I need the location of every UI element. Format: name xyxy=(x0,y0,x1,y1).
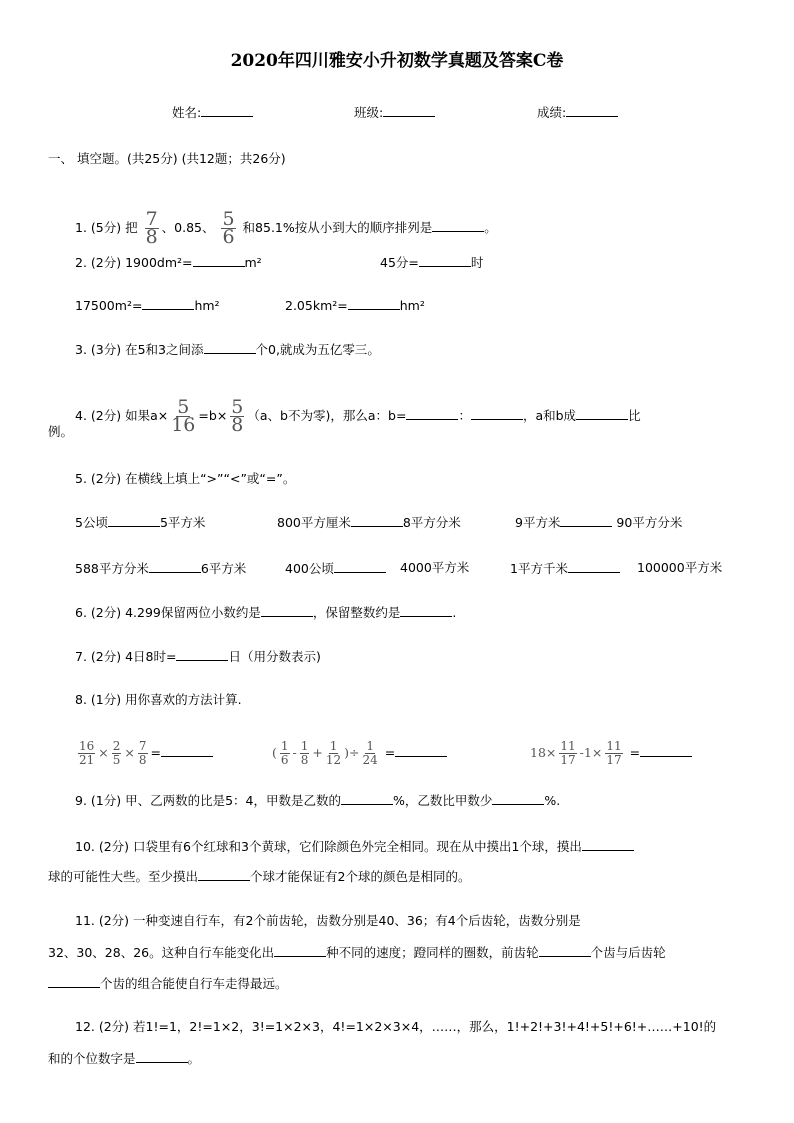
text: 个齿与后齿轮 xyxy=(590,945,666,960)
text: 9平方米 xyxy=(515,515,561,530)
text-line xyxy=(510,560,620,577)
text-line xyxy=(515,514,682,531)
text: 11. (2分) 一种变速自行车，有2个前齿轮，齿数分别是40、36；有4个后齿轮，齿数分别是 xyxy=(75,913,581,928)
answer-blank[interactable] xyxy=(568,560,620,573)
answer-blank[interactable] xyxy=(149,560,201,573)
text-line xyxy=(285,297,425,314)
text: 、0.85、 xyxy=(161,220,219,235)
answer-blank[interactable] xyxy=(274,944,326,957)
text-line xyxy=(48,975,288,992)
text-line xyxy=(354,104,435,121)
text: hm² xyxy=(399,298,425,313)
answer-blank[interactable] xyxy=(341,792,393,805)
denominator: 5 xyxy=(112,753,121,767)
answer-blank[interactable] xyxy=(383,104,435,117)
answer-blank[interactable] xyxy=(351,514,403,527)
text-line xyxy=(380,254,483,271)
text: 球的可能性大些。至少摸出 xyxy=(48,869,199,884)
numerator: 16 xyxy=(79,739,95,753)
answer-blank[interactable] xyxy=(108,514,160,527)
text: 45分= xyxy=(380,255,419,270)
text-line xyxy=(537,104,618,121)
answer-blank[interactable] xyxy=(492,792,544,805)
answer-blank[interactable] xyxy=(161,744,213,757)
text-line xyxy=(75,792,560,809)
text: 例。 xyxy=(48,424,74,439)
text: =b× xyxy=(198,408,228,423)
math-operator: -1× xyxy=(579,745,603,760)
answer-blank[interactable] xyxy=(136,1050,188,1063)
numerator: 11 xyxy=(560,739,576,753)
text: （a、b不为零)，那么a：b= xyxy=(247,408,407,423)
numerator: 5 xyxy=(177,396,190,418)
text: 6. (2分) 4.299保留两位小数约是 xyxy=(75,605,261,620)
answer-blank[interactable] xyxy=(193,254,245,267)
text-line xyxy=(48,1050,200,1067)
text-line xyxy=(75,648,321,665)
text: %. xyxy=(544,793,561,808)
fraction xyxy=(605,740,622,767)
text: 和85.1%按从小到大的顺序排列是 xyxy=(238,220,433,235)
answer-blank[interactable] xyxy=(334,560,386,573)
answer-blank[interactable] xyxy=(48,975,100,988)
text-line xyxy=(272,740,447,767)
numerator: 7 xyxy=(138,739,147,753)
fraction xyxy=(171,396,196,436)
text-line xyxy=(75,297,220,314)
text: 6平方米 xyxy=(200,561,247,576)
text: 17500m²= xyxy=(75,298,143,313)
fraction xyxy=(559,740,576,767)
fraction xyxy=(230,396,244,436)
text: 10. (2分) 口袋里有6个红球和3个黄球，它们除颜色外完全相同。现在从中摸出1个球，摸出 xyxy=(75,839,582,854)
text-line xyxy=(400,560,469,576)
numerator: 7 xyxy=(145,208,158,230)
text: 个0,就成为五亿零三。 xyxy=(255,342,380,357)
text: 5公顷 xyxy=(75,515,108,530)
text: 4000平方米 xyxy=(400,560,470,575)
text-line xyxy=(637,560,722,576)
text: 32、30、28、26。这种自行车能变化出 xyxy=(48,945,275,960)
text: . xyxy=(452,605,457,620)
text: 2. (2分) 1900dm²= xyxy=(75,255,193,270)
math-operator: + xyxy=(312,745,323,760)
denominator: 6 xyxy=(222,226,235,248)
answer-blank[interactable] xyxy=(640,744,692,757)
math-operator: × xyxy=(124,745,135,760)
text-line xyxy=(75,1019,716,1035)
text-line xyxy=(75,838,634,855)
text: 12. (2分) 若1!=1，2!=1×2，3!=1×2×3，4!=1×2×3×4，……，那么，1!+2!+3!+4!+5!+6!+……+10!的 xyxy=(75,1019,717,1034)
answer-blank[interactable] xyxy=(560,514,612,527)
denominator: 21 xyxy=(79,753,95,767)
numerator: 1 xyxy=(280,739,289,753)
text: ： xyxy=(458,408,471,423)
numerator: 11 xyxy=(606,739,622,753)
answer-blank[interactable] xyxy=(576,407,628,420)
text: m² xyxy=(244,255,262,270)
fraction xyxy=(145,208,159,248)
answer-blank[interactable] xyxy=(406,407,458,420)
denominator: 24 xyxy=(362,753,378,767)
text-line xyxy=(530,740,692,767)
fraction xyxy=(221,208,235,248)
text-line xyxy=(75,740,213,767)
text: 姓名: xyxy=(172,105,202,120)
text: 588平方分米 xyxy=(75,561,149,576)
text: 个球才能保证有2个球的颜色是相同的。 xyxy=(250,869,471,884)
text-line xyxy=(75,471,295,487)
answer-blank[interactable] xyxy=(539,944,591,957)
text: 和的个位数字是 xyxy=(48,1051,136,1066)
answer-blank[interactable] xyxy=(142,297,194,310)
text: 4. (2分) 如果a× xyxy=(75,408,169,423)
text: 班级: xyxy=(354,105,384,120)
answer-blank[interactable] xyxy=(176,648,228,661)
text: 5. (2分) 在横线上填上“>”“<”或“=”。 xyxy=(75,471,296,486)
answer-blank[interactable] xyxy=(582,838,634,851)
text: 成绩: xyxy=(537,105,567,120)
text-line xyxy=(75,692,242,708)
text: 1平方千米 xyxy=(510,561,568,576)
denominator: 16 xyxy=(171,414,196,436)
math-operator: - xyxy=(292,745,297,760)
text-line xyxy=(75,396,641,436)
numerator: 2 xyxy=(112,739,121,753)
text: 日（用分数表示) xyxy=(228,649,321,664)
numerator: 5 xyxy=(222,208,235,230)
text: 9. (1分) 甲、乙两数的比是5：4，甲数是乙数的 xyxy=(75,793,341,808)
text-line xyxy=(75,514,205,531)
answer-blank[interactable] xyxy=(395,744,447,757)
answer-blank[interactable] xyxy=(261,604,313,617)
text: 8. (1分) 用你喜欢的方法计算. xyxy=(75,692,242,707)
text: 7. (2分) 4日8时= xyxy=(75,649,177,664)
text: 个齿的组合能使自行车走得最远。 xyxy=(100,976,288,991)
text-line xyxy=(75,254,262,271)
text: 比 xyxy=(628,408,641,423)
text-line xyxy=(48,944,666,961)
text-line xyxy=(172,104,253,121)
numerator: 1 xyxy=(329,739,338,753)
numerator: 1 xyxy=(366,739,374,753)
text: ，a和b成 xyxy=(522,408,577,423)
text: 5平方米 xyxy=(159,515,206,530)
answer-blank[interactable] xyxy=(348,297,400,310)
text-line xyxy=(75,208,497,248)
answer-blank[interactable] xyxy=(204,341,256,354)
text: = xyxy=(380,745,396,760)
fraction xyxy=(280,740,290,767)
answer-blank[interactable] xyxy=(198,868,250,881)
text: 。 xyxy=(484,220,497,235)
text: 2.05km²= xyxy=(285,298,348,313)
text: 8平方分米 xyxy=(402,515,461,530)
text-line xyxy=(48,424,73,440)
denominator: 6 xyxy=(280,753,289,767)
fraction xyxy=(112,740,122,767)
text: 种不同的速度；蹬同样的圈数，前齿轮 xyxy=(326,945,539,960)
denominator: 8 xyxy=(145,226,158,248)
answer-blank[interactable] xyxy=(201,104,253,117)
text-line xyxy=(75,913,581,929)
text: 400公顷 xyxy=(285,561,334,576)
text: ，保留整数约是 xyxy=(312,605,401,620)
denominator: 17 xyxy=(560,753,576,767)
text: 。 xyxy=(187,1051,201,1066)
math-operator: 18× xyxy=(530,745,557,760)
answer-blank[interactable] xyxy=(419,254,471,267)
answer-blank[interactable] xyxy=(400,604,452,617)
answer-blank[interactable] xyxy=(471,407,523,420)
fraction xyxy=(78,740,95,767)
text: 3. (3分) 在5和3之间添 xyxy=(75,342,204,357)
numerator: 5 xyxy=(231,396,244,418)
text-line xyxy=(75,604,456,621)
text: 90平方分米 xyxy=(612,515,683,530)
text: 800平方厘米 xyxy=(277,515,351,530)
text-line xyxy=(48,151,286,167)
denominator: 12 xyxy=(325,753,342,767)
text: hm² xyxy=(194,298,220,313)
math-operator: × xyxy=(98,745,109,760)
document-title: 2020年四川雅安小升初数学真题及答案C卷 xyxy=(230,51,564,71)
numerator: 1 xyxy=(300,739,309,753)
denominator: 8 xyxy=(231,414,244,436)
fraction xyxy=(300,740,310,767)
denominator: 17 xyxy=(606,753,622,767)
text: = xyxy=(150,745,162,760)
text: 1. (5分) 把 xyxy=(75,220,142,235)
math-operator: ( xyxy=(272,745,277,760)
fraction xyxy=(138,740,148,767)
text-line xyxy=(285,560,386,577)
text: 一、 填空题。(共25分) (共12题；共26分) xyxy=(48,151,286,166)
text: 100000平方米 xyxy=(637,560,723,575)
answer-blank[interactable] xyxy=(566,104,618,117)
math-operator: )÷ xyxy=(344,745,360,760)
fraction xyxy=(326,740,341,767)
text-line xyxy=(75,341,380,358)
fraction xyxy=(363,740,378,767)
text-line xyxy=(48,868,470,885)
denominator: 8 xyxy=(138,753,147,767)
text: %，乙数比甲数少 xyxy=(393,793,493,808)
text-line xyxy=(75,560,246,577)
answer-blank[interactable] xyxy=(432,219,484,232)
text: = xyxy=(625,745,641,760)
text: 时 xyxy=(470,255,484,270)
text-line xyxy=(277,514,461,531)
denominator: 8 xyxy=(300,753,309,767)
